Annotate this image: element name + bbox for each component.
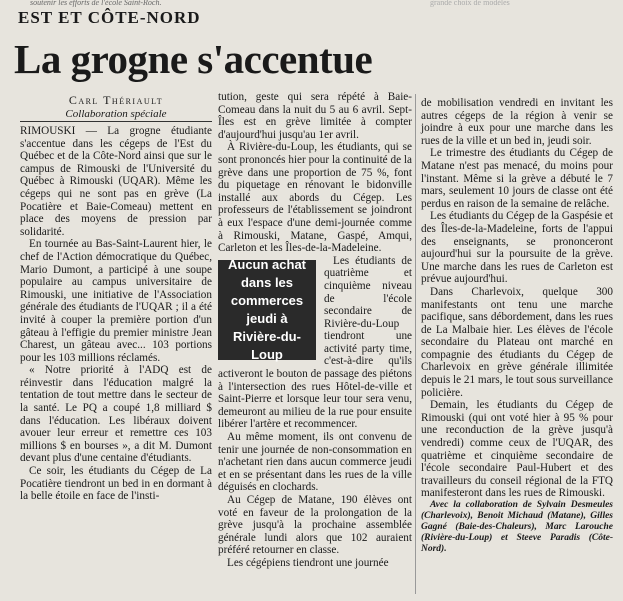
- paragraph: En tournée au Bas-Saint-Laurent hier, le chef de l'Action démocratique du Québec, Mario Dumont, a participé à une soupe populaire au campus universitaire de Rimouski, une initiative de l'Association générale des étudiants de l'UQAR ; il a été invité à couper la première portion d'un gâteau à l'effigie du premier ministre Jean Charest, un gâteau avec... 103 portions pour les 103 millions réclamés.: [20, 238, 212, 364]
- pull-quote-text: Aucun achat dans les commerces jeudi à Rivière-du-Loup: [227, 256, 306, 362]
- paragraph: Ce soir, les étudiants du Cégep de La Pocatière tiendront un bed in en dormant à la belle étoile en face de l'insti-: [20, 465, 212, 503]
- paragraph: Les étudiants du Cégep de la Gaspésie et des Îles-de-la-Madeleine, forts de l'appui des enseignants, se prononceront aujourd'hui sur la poursuite de la grève. Une marche dans les rues de Carleton est prévue aujourd'hui.: [421, 210, 613, 286]
- paragraph: À Rivière-du-Loup, les étudiants, qui se sont prononcés hier pour la continuité de la grève dans une proportion de 75 %, font du piquetage en rénovant le bidonville installé aux abords du Cégep. Les professeurs de l'établissement se joindront à eux l'espace d'une demi-journée comme à Rimouski, Matane, Gaspé, Amqui, Carleton et les Îles-de-la-Madeleine.: [218, 141, 412, 255]
- top-strip-left: soutenir les efforts de l'école Saint-Roch.: [30, 0, 162, 7]
- byline-rule: [20, 121, 212, 122]
- headline: La grogne s'accentue: [14, 36, 373, 82]
- column-1: [20, 125, 212, 503]
- section-kicker: EST ET CÔTE-NORD: [18, 8, 201, 27]
- paragraph: Au même moment, ils ont convenu de tenir une journée de non-consommation en n'achetant rien dans aucun commerce jeudi et en se présentant dans les rues de la ville déguisés en clochards.: [218, 431, 412, 494]
- column-divider: [415, 94, 416, 594]
- byline-role: Collaboration spéciale: [65, 108, 167, 120]
- paragraph: « Notre priorité à l'ADQ est de réinvestir dans l'éducation malgré la tentation de tout mettre dans le secteur de la santé. Le PQ a coupé 1,8 milliard $ dans l'éducation. Les libéraux doivent avouer leur erreur et remettre ces 103 millions $ en bourses », a dit M. Dumont devant plus d'une centaine d'étudiants.: [20, 364, 212, 465]
- paragraph: Demain, les étudiants du Cégep de Rimouski (qui ont voté hier à 95 % pour une reconduction de la grève jusqu'à vendredi) comme ceux de l'UQAR, des quatrième et cinquième secondaire de l'école secondaire Paul-Hubert et des travailleurs du conseil régional de la FTQ manifesteront dans les rues de Rimouski.: [421, 399, 613, 500]
- column-2: [218, 91, 412, 570]
- paragraph: RIMOUSKI — La grogne étudiante s'accentue dans les cégeps de l'Est du Québec et de la Côte-Nord ainsi que sur le campus de Rimouski de l'Université du Québec à Rimouski (UQAR). Même les cégeps qui ne sont pas en grève (La Pocatière et Baie-Comeau) mettent en place des moyens de pression par solidarité.: [20, 125, 212, 238]
- pull-quote: [218, 256, 316, 362]
- paragraph: Le trimestre des étudiants du Cégep de Matane n'est pas menacé, du moins pour l'instant. Même si la grève a débuté le 7 mars, seulement 10 jours de classe ont été perdus en raison de la semaine de relâche.: [421, 147, 613, 210]
- byline: Carl Thériault: [68, 93, 164, 107]
- top-strip-right: grande choix de modèles: [430, 0, 510, 7]
- paragraph: Au Cégep de Matane, 190 élèves ont voté en faveur de la prolongation de la grève jusqu'à la prochaine assemblée générale lundi alors que 102 auraient préféré retourner en classe.: [218, 494, 412, 557]
- paragraph: Les étudiants de quatrième et cinquième niveau de l'école secondaire de Rivière-du-Loup tiendront une activité party time, c'est-à-dire qu'ils activeront le bouton de passage des piétons à l'intersection des rues Hôtel-de-ville et Saint-Pierre et lorsque leur tour sera venu, demeuront au milieu de la rue pour ensuite libérer l'artère et recommencer.: [218, 254, 412, 431]
- column-3: [421, 97, 613, 555]
- paragraph: tution, geste qui sera répété à Baie-Comeau dans la nuit du 5 au 6 avril. Sept-Îles est en grève limitée à compter d'aujourd'hui jusqu'au 1er avril.: [218, 91, 412, 141]
- paragraph: Les cégépiens tiendront une journée: [227, 556, 389, 569]
- paragraph: Dans Charlevoix, quelque 300 manifestants ont tenu une marche pacifique, sans débordement, dans les rues de La Malbaie hier. Les élèves de l'école secondaire du Plateau ont marché en compagnie des étudiants du Cégep de Charlevoix en grève générale illimitée depuis le 21 mars, le tout sous surveillance policière.: [421, 285, 614, 399]
- paragraph: de mobilisation vendredi en invitant les autres cégeps de la région à venir se joindre à eux pour une marche dans les rues de la ville et un bed in, jeudi soir.: [421, 97, 613, 147]
- collaboration-credit: Avec la collaboration de Sylvain Desmeules (Charlevoix), Benoit Michaud (Matane), Gilles Gagné (Baie-des-Chaleurs), Marc Larouche (Rivière-du-Loup) et Steeve Paradis (Côte-Nord).: [421, 500, 613, 554]
